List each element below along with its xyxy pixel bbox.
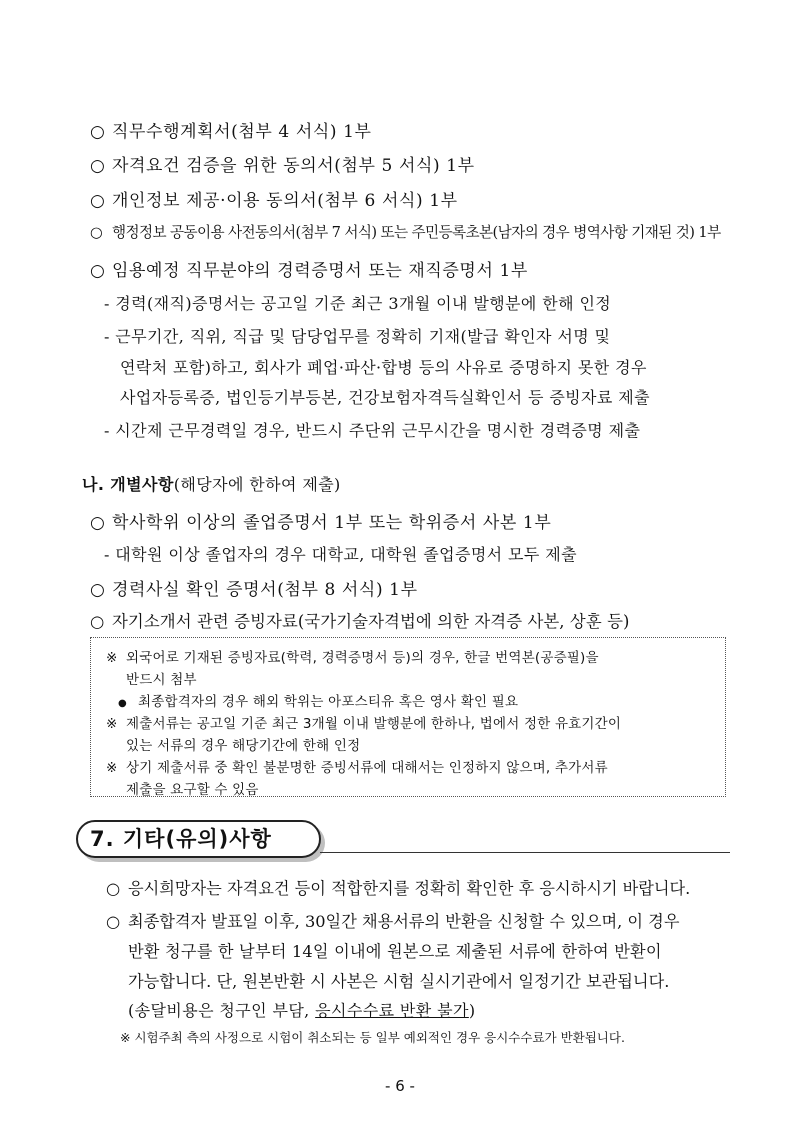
notice-line: 제출을 요구할 수 있음 bbox=[126, 782, 259, 798]
circle-bullet-icon: ○ bbox=[90, 191, 106, 211]
notice-line: 있는 서류의 경우 해당기간에 한해 인정 bbox=[126, 738, 361, 754]
career-note: - 시간제 근무경력일 경우, 반드시 주단위 근무시간을 명시한 경력증명 제출 bbox=[104, 421, 641, 440]
circle-bullet-icon: ○ bbox=[90, 261, 106, 281]
reference-mark-icon: ※ bbox=[106, 716, 118, 732]
career-note: - 경력(재직)증명서는 공고일 기준 최근 3개월 이내 발행분에 한해 인정 bbox=[104, 294, 612, 313]
subsection-heading: 나. 개별사항(해당자에 한하여 제출) bbox=[82, 475, 341, 494]
list-item: ○ 응시희망자는 자격요건 등이 적합한지를 정확히 확인한 후 응시하시기 바랍니다. bbox=[106, 879, 691, 898]
list-item-continuation: (송달비용은 청구인 부담, 응시수수료 반환 불가) bbox=[128, 1001, 476, 1020]
page-number: - 6 - bbox=[385, 1077, 415, 1095]
circle-bullet-icon: ○ bbox=[106, 912, 121, 931]
list-item: ○ 직무수행계획서(첨부 4 서식) 1부 bbox=[90, 122, 372, 142]
list-item: ○ 자기소개서 관련 증빙자료(국가기술자격법에 의한 자격증 사본, 상훈 등) bbox=[90, 612, 630, 631]
list-item-continuation: 가능합니다. 단, 원본반환 시 사본은 시험 실시기관에서 일정기간 보관됩니다. bbox=[128, 972, 670, 991]
career-note: - 근무기간, 직위, 직급 및 담당업무를 정확히 기재(발급 확인자 서명 및 bbox=[104, 327, 611, 346]
section-divider bbox=[320, 852, 730, 853]
list-item: ○ 개인정보 제공·이용 동의서(첨부 6 서식) 1부 bbox=[90, 191, 458, 211]
list-item: ○ 임용예정 직무분야의 경력증명서 또는 재직증명서 1부 bbox=[90, 261, 528, 281]
list-item: ○ 경력사실 확인 증명서(첨부 8 서식) 1부 bbox=[90, 580, 418, 600]
footnote: ※ 시험주최 측의 사정으로 시험이 취소되는 등 일부 예외적인 경우 응시수수료가 반환됩니다. bbox=[120, 1030, 625, 1045]
career-note: 연락처 포함)하고, 회사가 폐업·파산·합병 등의 사유로 증명하지 못한 경우 bbox=[120, 358, 647, 377]
circle-bullet-icon: ○ bbox=[90, 580, 106, 600]
notice-line: ※ 상기 제출서류 중 확인 불분명한 증빙서류에 대해서는 인정하지 않으며, 추가서류 bbox=[106, 760, 608, 776]
section-title: 7. 기타(유의)사항 bbox=[76, 820, 321, 858]
notice-line: ※ 제출서류는 공고일 기준 최근 3개월 이내 발행분에 한하나, 법에서 정한 유효기간이 bbox=[106, 716, 622, 732]
circle-bullet-icon: ○ bbox=[90, 513, 106, 533]
career-note: 사업자등록증, 법인등기부등본, 건강보험자격득실확인서 등 증빙자료 제출 bbox=[120, 388, 650, 407]
notice-line: 반드시 첨부 bbox=[126, 672, 197, 688]
list-item-continuation: 반환 청구를 한 날부터 14일 이내에 원본으로 제출된 서류에 한하여 반환이 bbox=[128, 942, 662, 961]
no-refund-notice: 응시수수료 반환 불가 bbox=[315, 1001, 469, 1020]
notice-line: ※ 외국어로 기재된 증빙자료(학력, 경력증명서 등)의 경우, 한글 번역본(공증필)을 bbox=[106, 650, 599, 666]
circle-bullet-icon: ○ bbox=[90, 224, 103, 241]
circle-bullet-icon: ○ bbox=[90, 122, 106, 142]
list-item-note: - 대학원 이상 졸업자의 경우 대학교, 대학원 졸업증명서 모두 제출 bbox=[104, 545, 577, 564]
list-item: ○ 행정정보 공동이용 사전동의서(첨부 7 서식) 또는 주민등록초본(남자의 경우 병역사항 기재된 것) 1부 bbox=[90, 224, 721, 241]
reference-mark-icon: ※ bbox=[106, 650, 118, 666]
notice-line: ● 최종합격자의 경우 해외 학위는 아포스티유 혹은 영사 확인 필요 bbox=[118, 694, 519, 710]
list-item: ○ 자격요건 검증을 위한 동의서(첨부 5 서식) 1부 bbox=[90, 156, 475, 176]
list-item: ○ 학사학위 이상의 졸업증명서 1부 또는 학위증서 사본 1부 bbox=[90, 513, 552, 533]
circle-bullet-icon: ○ bbox=[90, 156, 106, 176]
reference-mark-icon: ※ bbox=[106, 760, 118, 776]
circle-bullet-icon: ○ bbox=[106, 879, 121, 898]
list-item: ○ 최종합격자 발표일 이후, 30일간 채용서류의 반환을 신청할 수 있으며, 이 경우 bbox=[106, 912, 680, 931]
dot-bullet-icon: ● bbox=[118, 698, 127, 709]
circle-bullet-icon: ○ bbox=[90, 612, 105, 631]
